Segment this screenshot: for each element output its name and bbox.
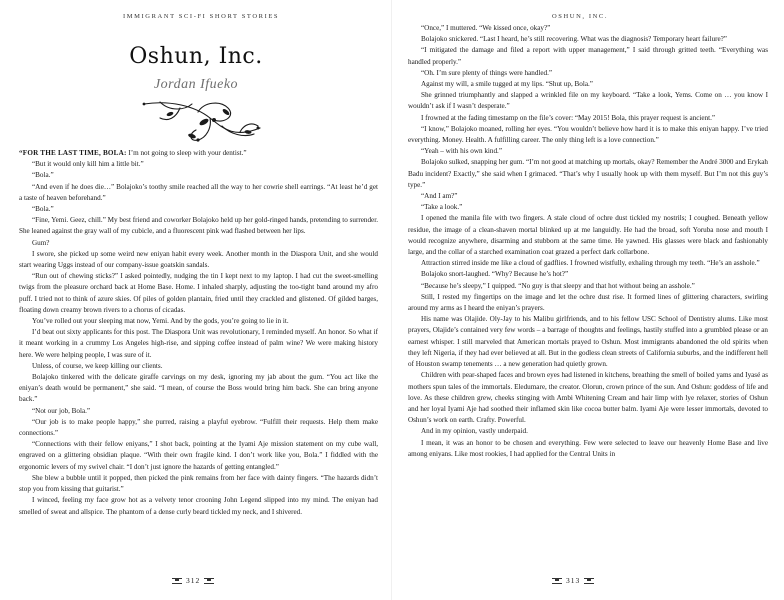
paragraph: She grinned triumphantly and slapped a wrinkled file on my keyboard. “Take a look, Yems. Come on … you know I wouldn’t ask if I wasn’t desperate.” [408,91,768,111]
paragraph: “Our job is to make people happy,” she purred, raising a playful eyebrow. “Fulfill their requests. Help them make connections.” [19,417,378,438]
page-number: 313 [566,576,581,585]
paragraph: I’d beat out sixty applicants for this post. The Diaspora Unit was revolutionary, I reminded myself. An honor. So what if it meant working in a crummy Los Angeles high-rise, and sipping coffee instead of palm wine? We were making history here. We were helping people, I was sure of it. [19,328,378,359]
paragraph: I frowned at the fading timestamp on the file’s cover: “May 2015! Bola, this prayer request is ancient.” [421,113,716,122]
paragraph: “I mitigated the damage and filed a report with upper management,” I said through gritted teeth. “Everything was handled properly.” [408,46,768,66]
paragraph: “Bola.” [32,205,54,214]
paragraph: “Bola.” [32,171,54,180]
folio-ornament-icon [204,578,214,584]
paragraph: I swore, she picked up some weird new eniyan habit every week. Another month in the Diaspora Unit, and she would start wearing Uggs instead of our company-issue goatskin sandals. [19,249,378,270]
paragraph: Bolajoko sulked, snapping her gum. “I’m not good at matching up mortals, okay? Remember the André 3000 and Erykah Badu incident? Exactly,” she said when I grimaced. “That’s why I usually hook up with them myself. But I’m not this guy’s type.” [408,158,768,189]
paragraph: Against my will, a smile tugged at my lips. “Shut up, Bola.” [421,80,593,89]
paragraph: “Take a look.” [421,203,463,212]
paragraph: “And I am?” [421,192,458,201]
paragraph: “Connections with their fellow eniyans,” I shot back, pointing at the Iyami Aje mission statement on my cube wall, engraved on a glittering obsidian plaque. “With their own fragile kind. I don’t work like you, Bola.” I fiddled with the ergonomic levers of my swivel chair. “I don’t just ignore the hazards of getting entangled.” [19,440,378,471]
paragraph: And in my opinion, vastly underpaid. [421,427,528,436]
paragraph: Children with pear-shaped faces and brown eyes had listened in kitchens, breathing the smell of boiled yams and Iyasé as mothers spun tales of the immortals. Eledumare, the creator. Olorun, crown prince of the sun. And Oshun: goddess of life and love. As these children grew, cheeks stinging with Ambi Whitening Cream and hair limp with lye relaxer, stories of Oshun and her loyal Iyami Aje had soothed their inflamed skin like cocoa butter balm. Iyami Aje were lesser immortals, devoted to Oshun’s work on earth. Crafty. Powerful. [408,371,768,425]
paragraph: “Because he’s sleepy,” I quipped. “No guy is that sleepy and that hot without being an asshole.” [421,281,695,290]
paragraph: “Oh. I’m sure plenty of things were handled.” [421,68,553,77]
paragraph: Unless, of course, we keep killing our clients. [32,361,163,370]
paragraph: You’ve rolled out your sleeping mat now, Yemi. And by the gods, you’re going to lie in it. [32,317,289,326]
paragraph: “Run out of chewing sticks?” I asked pointedly, nudging the tin I kept next to my laptop. I had cut the sweet-smelling twigs from the pleasure orchard back at Home Base. Home. I inhaled sharply, adjusting the too-tight band around my afro puff. I tried not to think of azure skies. Of piles of golden plantain, fried until they crackled and glistened. Of gilded barges, floating down creamy brown rivers to a chorus of cicadas. [19,272,378,314]
paragraph: Bolajoko snort-laughed. “Why? Because he’s hot?” [421,270,569,279]
paragraph: “Once,” I muttered. “We kissed once, okay?” [421,24,551,32]
paragraph: “But it would only kill him a little bit.” [32,160,144,169]
paragraph: I opened the manila file with two fingers. A stale cloud of ochre dust tickled my nostrils; I coughed. Beneath yellow residue, the image of a clean-shaven mortal blinked up at me languidly. He had the broad, soft Yoruba nose and mouth I would recognize anywhere, disarming and stubborn at the same time. He yawned. His glasses were black and fashionably large, and the collar of a starched examination coat grazed a perfect dark collarbone. [408,214,768,257]
paragraph: Still, I rested my fingertips on the image and let the ochre dust rise. It formed lines of glittering characters, swirling around my arms as I heard the eniyan’s prayers. [408,292,768,313]
running-head-right: OSHUN, INC. [552,13,609,20]
paragraph: “And even if he does die…” Bolajoko’s toothy smile reached all the way to her cowrie shell earrings. “At least he’d get a taste of heaven beforehand.” [19,182,378,202]
opening-lead-in: “FOR THE LAST TIME, BOLA: [19,149,127,157]
floral-ornament-icon [140,98,270,146]
paragraph: Gum? [32,238,50,247]
folio-ornament-icon [584,578,594,584]
paragraph: “Yeah – with his own kind.” [421,147,502,156]
paragraph: His name was Olajide. Oly-Jay to his Malibu girlfriends, and to his fellow USC School of Dentistry alums. Like most prayers, Olajide’s contained very few words – a barrage of thoughts and feelings, hastily stuffed into a grumbled please or an earnest whisper. I still marveled that American mortals prayed to Oshun. Most immigrants abandoned the old spirits when they left Nigeria, if they had ever believed at all. But in the godless clean streets of California suburbs, and the indifferent hell of Houston swamp tenements … a new generation had quietly grown. [408,315,768,369]
page-number-left [172,576,214,585]
paragraph: I winced, feeling my face grow hot as a velvety tenor crooning John Legend slipped into my mind. The eniyan had smelled of sweat and allspice. The phantom of a dense curly beard tickled my neck, and I shivered. [19,496,378,516]
page-number-right [552,576,594,585]
paragraph: I mean, it was an honor to be chosen and everything. Few were selected to leave our heavenly Home Base and live among eniyans. Like most rookies, I had applied for the Central Units in [408,438,768,458]
paragraph: Bolajoko snickered. “Last I heard, he’s still recovering. What was the diagnosis? Temporary heart failure?” [421,35,727,44]
paragraph: Attraction stirred inside me like a cloud of gadflies. I frowned wistfully, exhaling through my teeth. “He’s an asshole.” [421,259,760,268]
right-page-body [408,23,768,460]
page-number: 312 [186,576,201,585]
right-page [392,0,784,600]
paragraph-text: I’m not going to sleep with your dentist.” [126,149,247,157]
running-head-left: IMMIGRANT SCI-FI SHORT STORIES [123,13,280,20]
left-page-body [19,148,378,518]
paragraph: “Not our job, Bola.” [32,406,91,415]
folio-ornament-icon [172,578,182,584]
paragraph: “Fine, Yemi. Geez, chill.” My best friend and coworker Bolajoko held up her gold-ringed hands, pretending to surrender. She leaned against the gray wall of my cubicle, and a fluorescent pink wad flashed between her lips. [19,216,378,236]
paragraph: She blew a bubble until it popped, then picked the pink remains from her face with dainty fingers. “The hazards didn’t stop you from kissing that guitarist.” [19,473,378,494]
paragraph: “I know,” Bolajoko moaned, rolling her eyes. “You wouldn’t believe how hard it is to make this eniyan happy. I’ve tried everything. Money. Health. A fulfilling career. The only thing left is a love connection.” [408,124,768,145]
story-title: Oshun, Inc. [129,44,263,69]
folio-ornament-icon [552,578,562,584]
paragraph: Bolajoko tinkered with the delicate giraffe carvings on my desk, ignoring my jab about the gum. “You act like the eniyan’s death would be permanent,” she said. “I mean, of course the Boss would bring him back. She can bring anyone back.” [19,373,378,404]
story-author: Jordan Ifueko [153,77,239,92]
opening-paragraph [19,148,378,159]
